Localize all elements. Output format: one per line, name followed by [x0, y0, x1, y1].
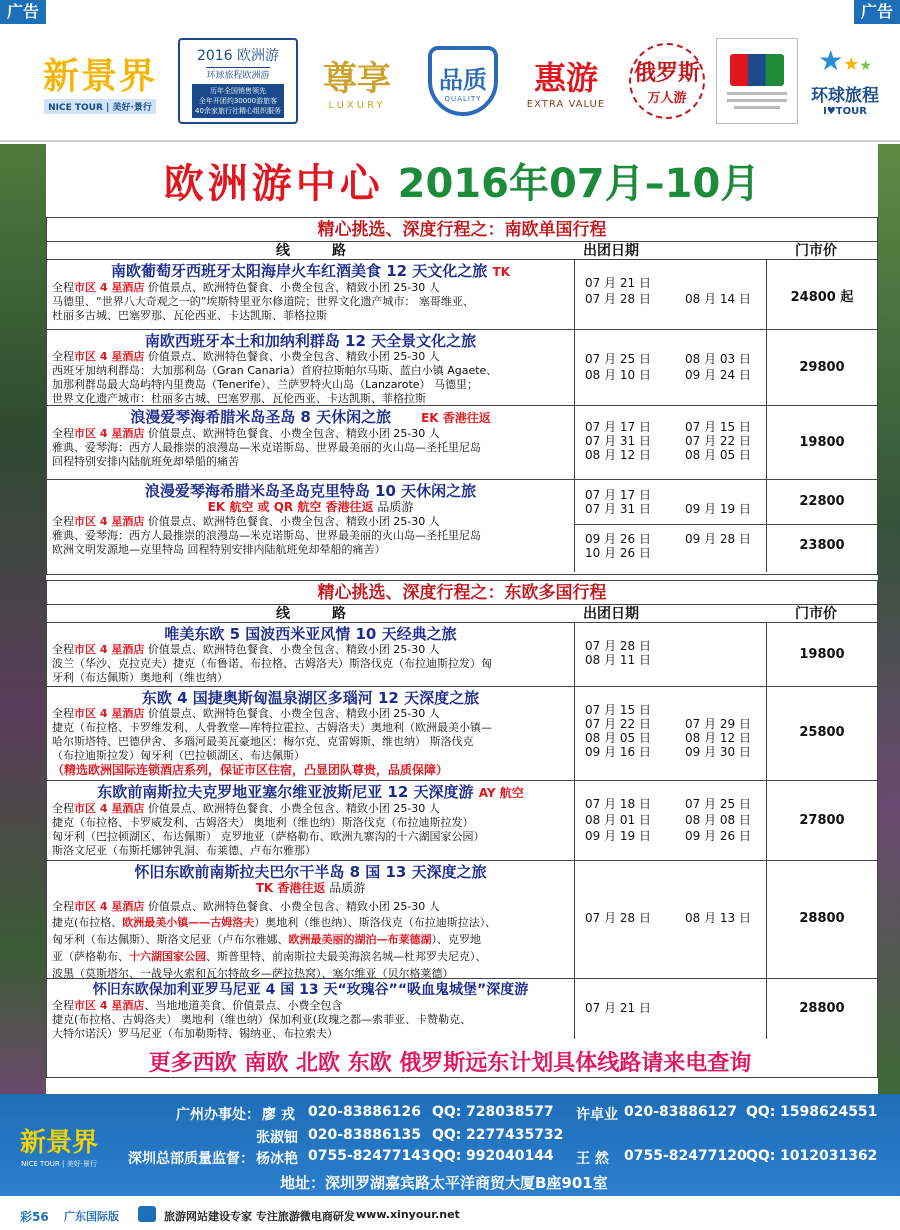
- route-cell: [47, 861, 575, 978]
- europe-2016-badge: [178, 38, 298, 124]
- europe-2016-box: [192, 84, 284, 118]
- route-row: [47, 979, 877, 1039]
- col-header-date: 出团日期: [583, 606, 639, 622]
- route-detail: [52, 802, 569, 816]
- contact-qq: 992040144: [466, 1148, 554, 1164]
- departure-date: 08 月 13 日: [685, 911, 751, 925]
- i-love-tour-logo: [800, 38, 890, 124]
- route-detail: [52, 350, 569, 364]
- departure-date: 09 月 24 日: [685, 368, 751, 382]
- section-title: 精心挑选、深度行程之：南欧单国行程: [47, 218, 877, 242]
- russia-tour-logo-text: 俄罗斯: [633, 61, 700, 86]
- europe-2016-line: 全年开团约30000游旅客: [198, 96, 278, 105]
- contact-qq: 1012031362: [780, 1148, 878, 1164]
- departure-date: 09 月 30 日: [685, 745, 751, 759]
- departure-date: 09 月 28 日: [685, 532, 751, 546]
- hotel-highlight: 市区 4 星酒店: [74, 999, 145, 1012]
- detail-text: ）、克罗地: [431, 933, 481, 946]
- website-url[interactable]: www.xinyour.net: [356, 1208, 460, 1221]
- quality-logo-sub: QUALITY: [444, 94, 482, 103]
- route-detail: [52, 999, 569, 1013]
- column-header-row: [47, 242, 877, 260]
- departure-date: 09 月 26 日: [685, 829, 751, 843]
- col-header-date: 出团日期: [583, 243, 639, 259]
- slogan: 旅游网站建设专家 专注旅游微电商研发: [164, 1210, 355, 1223]
- route-detail: [52, 914, 569, 931]
- date-cell: [575, 330, 767, 405]
- route-detail: [52, 707, 569, 721]
- departure-date: 07 月 29 日: [685, 717, 751, 731]
- nice-tour-logo-sub: NICE TOUR | 美好·景行: [44, 99, 156, 114]
- qq-label: QQ:: [746, 1104, 776, 1120]
- sz-supervision-label: 深圳总部质量监督：: [128, 1151, 254, 1167]
- route-detail: 捷克（布拉格、卡罗维发利、人骨教堂—库特拉霍拉、古姆洛夫）奥地利（欧洲最美小镇—: [52, 721, 492, 734]
- date-cell: [575, 623, 767, 686]
- route-title: [52, 408, 569, 427]
- nice-tour-logo-text: 新景界: [42, 56, 157, 97]
- route-detail: 杜丽多古城、巴塞罗那、瓦伦西亚、卡达凯斯、菲格拉斯: [52, 309, 327, 322]
- page-footer-strip: [0, 1200, 900, 1230]
- route-cell: [47, 623, 575, 686]
- departure-date: 07 月 25 日: [685, 797, 751, 811]
- contact-name: 廖 戎: [262, 1107, 295, 1123]
- date-cell: [575, 979, 767, 1039]
- departure-date: 07 月 15 日: [685, 420, 751, 434]
- price: 25800: [799, 725, 845, 740]
- page-number: 彩56: [20, 1210, 49, 1224]
- price-cell: [767, 406, 877, 479]
- edition-label: 广东国际版: [64, 1210, 119, 1223]
- gz-office-label: 广州办事处：: [176, 1107, 260, 1123]
- i-love-tour-logo-sub: I♥TOUR: [823, 105, 867, 117]
- route-detail: 西班牙加纳利群岛：大加那利岛（Gran Canaria）首府拉斯帕尔马斯、蓝白小镇 Agaete、: [52, 364, 498, 377]
- route-detail: 欧洲文明发源地—克里特岛 回程特别安排内陆航班免却晕船的痛苦）: [52, 543, 386, 556]
- col-header-route: 线 路: [276, 243, 346, 259]
- departure-date: 07 月 28 日: [585, 911, 651, 925]
- blue-logo-icon: [138, 1206, 156, 1222]
- detail-text: 价值景点、欧洲特色餐食、小费全包含、精致小团 25-30 人: [144, 515, 440, 528]
- route-detail: 牙利（布达佩斯）奥地利（维也纳）: [52, 671, 228, 684]
- price-cell: [767, 861, 877, 978]
- footer-logo-sub: NICE TOUR | 美好·景行: [21, 1160, 97, 1168]
- route-detail: [52, 427, 569, 441]
- route-detail: 匈牙利（巴拉顿湖区、布达佩斯） 克罗地亚（萨格勒布、欧洲九寨沟的十六湖国家公园）: [52, 830, 485, 843]
- europe-2016-line: 历年全国销售领先: [209, 86, 266, 95]
- price: 23800: [799, 538, 845, 553]
- price-cell: [767, 480, 877, 572]
- departure-date: 07 月 15 日: [585, 703, 651, 717]
- date-cell: [575, 406, 767, 479]
- contact-qq: 728038577: [466, 1104, 554, 1120]
- contact-phone: 0755-82477120: [624, 1148, 747, 1164]
- price: 22800: [799, 494, 845, 509]
- extra-value-logo: [516, 38, 616, 124]
- departure-date: 08 月 10 日: [585, 368, 651, 382]
- route-row: [47, 406, 877, 480]
- route-cell: [47, 687, 575, 780]
- quality-shield-icon: [428, 46, 498, 116]
- date-cell: [575, 781, 767, 860]
- date-cell: [575, 687, 767, 780]
- price-cell: [767, 781, 877, 860]
- departure-date: 09 月 19 日: [585, 829, 651, 843]
- unionpay-card-image: [716, 38, 798, 124]
- ad-label-right: 广告: [854, 0, 900, 24]
- quality-tag: 品质游: [373, 500, 414, 514]
- route-title: 东欧 4 国捷奥斯匈温泉湖区多瑙河 12 天深度之旅: [141, 689, 480, 707]
- detail-text: 价值景点、欧洲特色餐食、小费全包含、精致小团 25-30 人: [144, 900, 440, 913]
- detail-text: 价值景点、欧洲特色餐食、小费全包含、精致小团 25-30 人: [144, 427, 440, 440]
- route-cell: [47, 260, 575, 329]
- quality-tag: 品质游: [325, 881, 366, 895]
- route-detail: 雅典、爱琴海：西方人最推崇的浪漫岛—米克诺斯岛、世界最美丽的火山岛—圣托里尼岛: [52, 529, 481, 542]
- price: 28800: [799, 911, 845, 926]
- price: 27800: [799, 813, 845, 828]
- departure-date: 08 月 14 日: [685, 292, 751, 306]
- col-header-price: 门市价: [795, 606, 837, 622]
- price: 28800: [799, 1001, 845, 1016]
- logo-bar: [0, 24, 900, 142]
- detail-text: 、斯普里特、前南斯拉夫最美海滨名城—杜邦罗夫尼克）、: [206, 950, 487, 963]
- route-row: [47, 260, 877, 330]
- luxury-logo-sub: LUXURY: [328, 100, 386, 111]
- hotel-highlight: 市区 4 星酒店: [74, 427, 145, 440]
- sight-highlight: 十六湖国家公园: [129, 950, 206, 963]
- departure-date: 07 月 22 日: [585, 717, 651, 731]
- route-title: 怀旧东欧前南斯拉夫巴尔干半岛 8 国 13 天深度之旅: [134, 863, 487, 881]
- contact-phone: 020-83886127: [624, 1104, 737, 1120]
- route-detail: 斯洛文尼亚（布斯托娜钟乳洞、布莱德、卢布尔雅那）: [52, 844, 316, 857]
- footer-logo: [14, 1122, 104, 1169]
- hotel-highlight: 市区 4 星酒店: [74, 515, 145, 528]
- route-title: 唯美东欧 5 国波西米亚风情 10 天经典之旅: [164, 625, 457, 643]
- date-divider: [575, 524, 766, 525]
- price: 24800 起: [790, 290, 854, 305]
- contact-name: 杨冰艳: [256, 1151, 298, 1167]
- route-detail: [52, 948, 569, 965]
- departure-date: 07 月 21 日: [585, 1001, 651, 1015]
- ad-label-left: 广告: [0, 0, 46, 24]
- flower-background-right: [878, 144, 900, 1094]
- headline-center: 欧洲游中心: [163, 161, 384, 207]
- price-cell: [767, 260, 877, 329]
- date-cell: [575, 260, 767, 329]
- detail-prefix: 全程: [52, 427, 74, 440]
- route-detail: 波兰（华沙、克拉克夫）捷克（布鲁诺、布拉格、古姆洛夫）斯洛伐克（布拉迪斯拉发）匈: [52, 657, 492, 670]
- stars-icon: ★★★: [818, 43, 872, 77]
- quality-logo: [418, 38, 508, 124]
- detail-prefix: 全程: [52, 281, 74, 294]
- europe-2016-line: 40余家旅行社精心组织服务: [195, 106, 281, 115]
- flower-background-left: [0, 144, 46, 1094]
- sight-highlight: 欧洲最美小镇——古姆洛夫: [122, 916, 255, 929]
- price: 29800: [799, 360, 845, 375]
- contact-name: 许卓业: [576, 1107, 618, 1123]
- route-cell: [47, 781, 575, 860]
- south-europe-table: [46, 217, 878, 575]
- qq-label: QQ:: [746, 1148, 776, 1164]
- date-cell: [575, 480, 767, 572]
- route-cell: [47, 480, 575, 572]
- detail-prefix: 全程: [52, 515, 74, 528]
- detail-text: 亚（萨格勒布、: [52, 950, 129, 963]
- price-cell: [767, 687, 877, 780]
- departure-date: 08 月 12 日: [585, 448, 651, 462]
- departure-date: 09 月 26 日: [585, 532, 651, 546]
- detail-prefix: 全程: [52, 900, 74, 913]
- route-row: [47, 861, 877, 979]
- departure-date: 07 月 31 日: [585, 502, 651, 516]
- route-row: [47, 480, 877, 572]
- more-routes-banner: 更多西欧 南欧 北欧 东欧 俄罗斯远东计划具体线路请来电查询: [148, 1051, 752, 1076]
- i-love-tour-logo-text: 环球旅程: [811, 85, 879, 106]
- route-detail: 捷克(布拉格、古姆洛夫） 奥地利（维也纳）保加利亚(玫瑰之都—索菲亚、卡赞勒克、: [52, 1013, 472, 1026]
- contact-phone: 020-83886135: [308, 1127, 421, 1143]
- russia-tour-logo: [624, 38, 710, 124]
- route-row: [47, 781, 877, 861]
- route-detail: （布拉迪斯拉发）匈牙利（巴拉顿湖区、布达佩斯）: [52, 749, 305, 762]
- contact-phone: 020-83886126: [308, 1104, 421, 1120]
- card-text-placeholder: [727, 99, 787, 102]
- departure-date: 07 月 28 日: [585, 639, 651, 653]
- route-title-text: 东欧前南斯拉夫克罗地亚塞尔维亚波斯尼亚 12 天深度游: [97, 783, 474, 801]
- detail-text: 、当地地道美食、价值景点、小费全包含: [144, 999, 343, 1012]
- price: 19800: [799, 647, 845, 662]
- route-cell: [47, 979, 575, 1039]
- col-header-price: 门市价: [795, 243, 837, 259]
- departure-date: 08 月 08 日: [685, 813, 751, 827]
- price-cell: [767, 979, 877, 1039]
- contact-phone: 0755-82477143: [308, 1148, 431, 1164]
- airline-tag: TK: [492, 265, 511, 279]
- route-row: [47, 687, 877, 781]
- route-detail: 哈尔斯塔特、巴德伊舍、多瑙河最美瓦豪地区：梅尔克、克雷姆斯、维也纳） 斯洛伐克: [52, 735, 474, 748]
- detail-text: 价值景点、欧洲特色餐食、小费全包含、精致小团 25-30 人: [144, 643, 440, 656]
- price-cell: [767, 623, 877, 686]
- route-cell: [47, 406, 575, 479]
- route-row: [47, 330, 877, 406]
- hotel-highlight: 市区 4 星酒店: [74, 281, 145, 294]
- contact-qq: 2277435732: [466, 1127, 564, 1143]
- departure-date: 08 月 01 日: [585, 813, 651, 827]
- airline-tag: AY 航空: [478, 786, 524, 800]
- extra-value-logo-text: 惠游: [533, 58, 598, 97]
- luxury-logo-text: 尊享: [323, 59, 391, 99]
- hotel-highlight: 市区 4 星酒店: [74, 802, 145, 815]
- route-detail: 加那利群岛最大岛屿特内里费岛（Tenerife）、兰萨罗特火山岛（Lanzarote） 马德里；: [52, 378, 479, 391]
- route-highlight-note: （精选欧洲国际连锁酒店系列，保证市区住宿，凸显团队尊贵，品质保障）: [52, 763, 449, 777]
- departure-date: 10 月 26 日: [585, 546, 651, 560]
- russia-tour-seal-icon: [629, 43, 705, 119]
- price: 19800: [799, 435, 845, 450]
- east-europe-table: [46, 580, 878, 1078]
- detail-prefix: 全程: [52, 350, 74, 363]
- detail-text: 捷克(布拉格、: [52, 916, 123, 929]
- airline-tag: EK 航空 或 QR 航空 香港往返: [207, 500, 374, 514]
- route-row: [47, 623, 877, 687]
- departure-date: 09 月 19 日: [685, 502, 751, 516]
- column-header-row: [47, 605, 877, 623]
- price-cell: [767, 330, 877, 405]
- route-detail: 回程特别安排内陆航班免却晕船的痛苦: [52, 455, 239, 468]
- departure-date: 07 月 21 日: [585, 276, 651, 290]
- col-header-route: 线 路: [276, 606, 346, 622]
- route-title-text: 浪漫爱琴海希腊米岛圣岛 8 天休闲之旅: [130, 408, 392, 426]
- airline-tag: EK 香港往返: [421, 411, 491, 425]
- departure-date: 08 月 05 日: [685, 448, 751, 462]
- contact-name: 张淑钿: [256, 1130, 298, 1146]
- detail-text: 价值景点、欧洲特色餐食、小费全包含、精致小团 25-30 人: [144, 707, 440, 720]
- detail-prefix: 全程: [52, 999, 74, 1012]
- qq-label: QQ:: [432, 1104, 462, 1120]
- detail-text: 价值景点、欧洲特色餐食、小费全包含、精致小团 25-30 人: [144, 802, 440, 815]
- detail-prefix: 全程: [52, 707, 74, 720]
- europe-2016-title: 2016 欧洲游: [196, 47, 280, 64]
- contact-name: 王 然: [576, 1151, 609, 1167]
- nice-tour-logo: [30, 38, 170, 124]
- route-detail: 捷克（布拉格、卡罗威发利、古姆洛夫） 奥地利（维也纳）斯洛伐克（布拉迪斯拉发）: [52, 816, 474, 829]
- route-cell: [47, 330, 575, 405]
- departure-date: 08 月 12 日: [685, 731, 751, 745]
- route-detail: [52, 931, 569, 948]
- detail-prefix: 全程: [52, 643, 74, 656]
- detail-text: 价值景点、欧洲特色餐食、小费全包含、精致小团 25-30 人: [144, 350, 440, 363]
- unionpay-card-icon: [730, 54, 784, 86]
- route-title: 怀旧东欧保加利亚罗马尼亚 4 国 13 天“玫瑰谷”“吸血鬼城堡”深度游: [92, 982, 529, 998]
- qq-label: QQ:: [432, 1127, 462, 1143]
- headline-period: 2016年07月–10月: [397, 161, 761, 207]
- card-text-placeholder: [734, 106, 780, 109]
- route-title: [52, 783, 569, 802]
- departure-date: 07 月 22 日: [685, 434, 751, 448]
- route-detail: 大特尔诺沃）罗马尼亚（布加勒斯特、锡纳亚、布拉索夫）: [52, 1027, 338, 1039]
- card-text-placeholder: [727, 92, 787, 95]
- departure-date: 08 月 05 日: [585, 731, 651, 745]
- hotel-highlight: 市区 4 星酒店: [74, 707, 145, 720]
- headline: [46, 152, 878, 209]
- departure-date: 09 月 16 日: [585, 745, 651, 759]
- route-title: 浪漫爱琴海希腊米岛圣岛克里特岛 10 天休闲之旅: [144, 482, 477, 500]
- contact-footer: [0, 1094, 900, 1196]
- europe-2016-sub: 环球旅程欧洲游: [206, 67, 269, 81]
- hotel-highlight: 市区 4 星酒店: [74, 900, 145, 913]
- airline-tag: TK 香港往返: [255, 881, 326, 895]
- price-divider: [767, 524, 877, 525]
- section-title: 精心挑选、深度行程之：东欧多国行程: [47, 581, 877, 605]
- route-detail: 马德里、“世界八大奇观之一的”埃斯特里亚尔修道院；世界文化遗产城市： 塞哥维亚、: [52, 295, 474, 308]
- footer-logo-text: 新景界: [19, 1128, 98, 1158]
- route-detail: [52, 643, 569, 657]
- route-detail: [52, 281, 569, 295]
- contact-qq: 1598624551: [780, 1104, 878, 1120]
- route-subtitle: [52, 500, 569, 515]
- route-title: 南欧西班牙本土和加纳利群岛 12 天全景文化之旅: [144, 332, 477, 350]
- detail-text: ）奥地利（维也纳）、斯洛伐克（布拉迪斯拉法）、: [254, 916, 497, 929]
- route-title: [52, 262, 569, 281]
- sight-highlight: 欧洲最美丽的湖泊—布莱德湖: [288, 933, 432, 946]
- route-subtitle: [52, 881, 569, 896]
- office-address: 地址：深圳罗湖嘉宾路太平洋商贸大厦B座901室: [280, 1174, 608, 1192]
- route-detail: [52, 900, 569, 914]
- detail-prefix: 全程: [52, 802, 74, 815]
- departure-date: 07 月 17 日: [585, 420, 651, 434]
- route-detail: 雅典、爱琴海：西方人最推崇的浪漫岛—米克诺斯岛、世界最美丽的火山岛—圣托里尼岛: [52, 441, 481, 454]
- russia-tour-logo-sub: 万人游: [647, 91, 687, 106]
- departure-date: 08 月 03 日: [685, 352, 751, 366]
- hotel-highlight: 市区 4 星酒店: [74, 350, 145, 363]
- date-cell: [575, 861, 767, 978]
- departure-date: 07 月 17 日: [585, 488, 651, 502]
- route-detail: 世界文化遗产城市：杜丽多古城、巴塞罗那、瓦伦西亚、卡达凯斯、菲格拉斯: [52, 392, 426, 405]
- route-detail: [52, 515, 569, 529]
- departure-date: 08 月 11 日: [585, 653, 651, 667]
- departure-date: 07 月 18 日: [585, 797, 651, 811]
- departure-date: 07 月 31 日: [585, 434, 651, 448]
- route-title-text: 南欧葡萄牙西班牙太阳海岸火车红酒美食 12 天文化之旅: [110, 262, 488, 280]
- departure-date: 07 月 25 日: [585, 352, 651, 366]
- hotel-highlight: 市区 4 星酒店: [74, 643, 145, 656]
- luxury-logo: [302, 38, 412, 124]
- departure-date: 07 月 28 日: [585, 292, 651, 306]
- route-detail: 波黑（莫斯塔尔、一战导火索和瓦尔特故乡—萨拉热窝）、塞尔维亚（贝尔格莱德）: [52, 967, 454, 978]
- detail-text: 价值景点、欧洲特色餐食、小费全包含、精致小团 25-30 人: [144, 281, 440, 294]
- detail-text: 匈牙利（布达佩斯）、斯洛文尼亚（卢布尔雅娜、: [52, 933, 289, 946]
- content-panel: [46, 144, 878, 1094]
- extra-value-logo-sub: EXTRA VALUE: [526, 98, 606, 110]
- quality-logo-text: 品质: [439, 65, 487, 94]
- qq-label: QQ:: [432, 1148, 462, 1164]
